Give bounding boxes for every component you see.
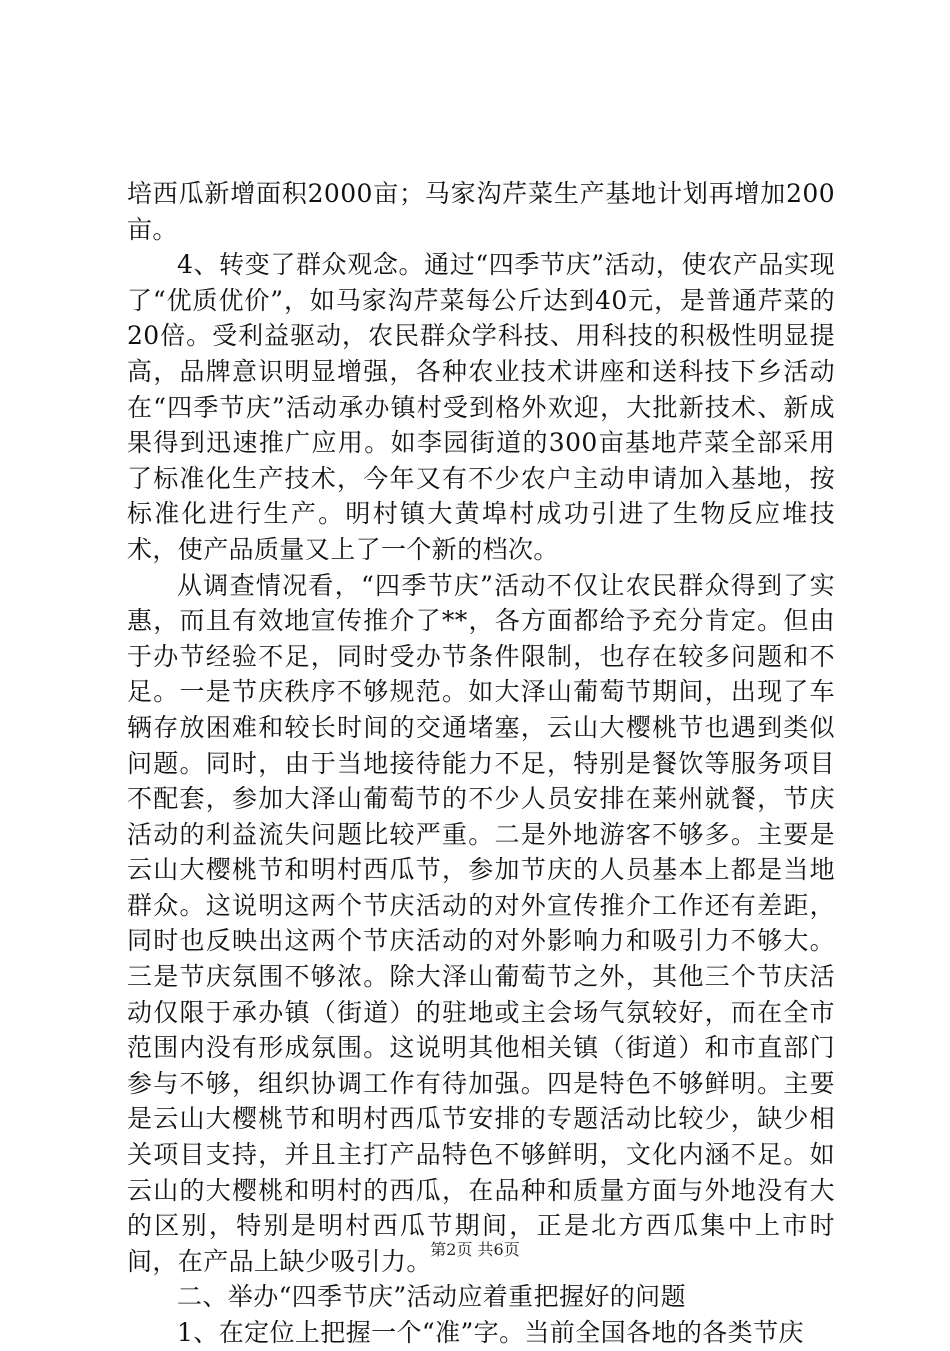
page-footer: 第2页 共6页 [430,1240,520,1259]
document-body [127,176,835,1351]
paragraph-positioning: 1、在定位上把握一个“准”字。当前全国各地的各类节庆 [177,1318,804,1347]
paragraph-survey-findings: 从调查情况看，“四季节庆”活动不仅让农民群众得到了实惠，而且有效地宣传推介了**，各方面都给予充分肯定。但由于办节经验不足，同时受办节条件限制，也存在较多问题和不足。一是节庆秩序不够规范。如大泽山葡萄节期间，出现了车辆存放困难和较长时间的交通堵塞，云山大樱桃节也遇到类似问题。同时，由于当地接待能力不足，特别是餐饮等服务项目不配套，参加大泽山葡萄节的不少人员安排在莱州就餐，节庆活动的利益流失问题比较严重。二是外地游客不够多。主要是云山大樱桃节和明村西瓜节，参加节庆的人员基本上都是当地群众。这说明这两个节庆活动的对外宣传推介工作还有差距，同时也反映出这两个节庆活动的对外影响力和吸引力不够大。三是节庆氛围不够浓。除大泽山葡萄节之外，其他三个节庆活动仅限于承办镇（街道）的驻地或主会场气氛较好，而在全市范围内没有形成氛围。这说明其他相关镇（街道）和市直部门参与不够，组织协调工作有待加强。四是特色不够鲜明。主要是云山大樱桃节和明村西瓜节安排的专题活动比较少，缺少相关项目支持，并且主打产品特色不够鲜明，文化内涵不足。如云山的大樱桃和明村的西瓜，在品种和质量方面与外地没有大的区别，特别是明村西瓜节期间，正是北方西瓜集中上市时间，在产品上缺少吸引力。 [127,570,835,1276]
section-heading: 二、举办“四季节庆”活动应着重把握好的问题 [177,1282,686,1312]
paragraph-continued: 培西瓜新增面积2000亩；马家沟芹菜生产基地计划再增加200亩。 [127,179,835,244]
paragraph-changed-concepts: 4、转变了群众观念。通过“四季节庆”活动，使农产品实现了“优质优价”，如马家沟芹菜每公斤达到40元，是普通芹菜的20倍。受利益驱动，农民群众学科技、用科技的积极性明显提高，品牌意识明显增强，各种农业技术讲座和送科技下乡活动在“四季节庆”活动承办镇村受到格外欢迎，大批新技术、新成果得到迅速推广应用。如李园街道的300亩基地芹菜全部采用了标准化生产技术，今年又有不少农户主动申请加入基地，按标准化进行生产。明村镇大黄埠村成功引进了生物反应堆技术，使产品质量又上了一个新的档次。 [127,250,835,564]
